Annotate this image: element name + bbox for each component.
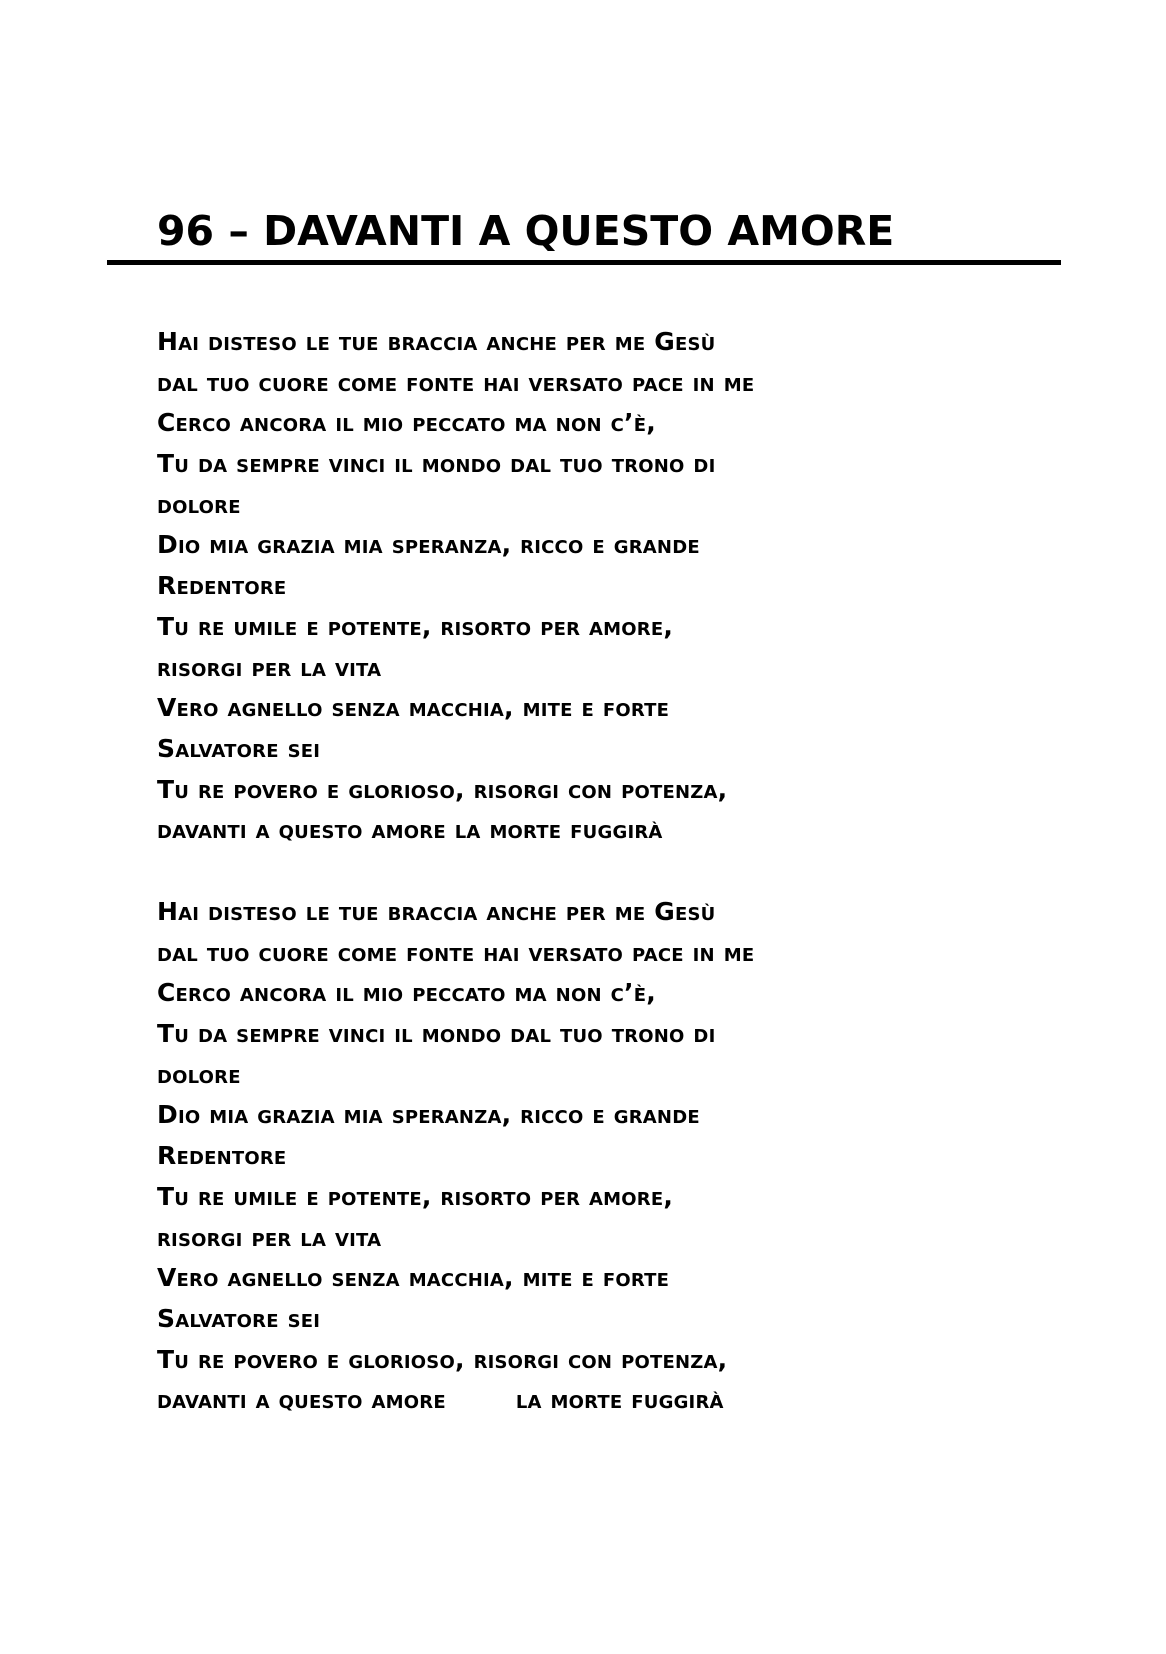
lyric-line: Tu da sempre vinci il mondo dal tuo trono di: [157, 449, 716, 479]
lyric-line: Redentore: [157, 571, 287, 601]
lyric-line: Tu re umile e potente, risorto per amore,: [157, 1181, 674, 1211]
title-divider: [107, 260, 1061, 265]
lyric-line: Tu da sempre vinci il mondo dal tuo trono di: [157, 1019, 716, 1049]
lyric-line: dolore: [157, 489, 241, 519]
lyric-line: Cerco ancora il mio peccato ma non c’è,: [157, 978, 656, 1008]
lyric-line-final: [157, 1380, 1037, 1421]
stanza-1: [157, 322, 1037, 851]
lyric-line: Hai disteso le tue braccia anche per me Gesù: [157, 327, 716, 356]
lyric-segment: la morte fuggirà: [515, 1385, 724, 1415]
lyric-line: Dio mia grazia mia speranza, ricco e grande: [157, 530, 700, 560]
lyric-line: Cerco ancora il mio peccato ma non c’è,: [157, 408, 656, 438]
lyric-line: Tu re povero e glorioso, risorgi con potenza,: [157, 1344, 728, 1374]
lyric-line: Salvatore sei: [157, 733, 321, 763]
lyric-line: risorgi per la vita: [157, 1222, 382, 1252]
lyric-line: davanti a questo amore la morte fuggirà: [157, 815, 663, 845]
lyric-line: Vero agnello senza macchia, mite e forte: [157, 1263, 670, 1293]
lyric-line: Tu re povero e glorioso, risorgi con potenza,: [157, 774, 728, 804]
lyric-line: dal tuo cuore come fonte hai versato pace in me: [157, 367, 755, 397]
page-title: 96 – DAVANTI A QUESTO AMORE: [157, 207, 895, 255]
lyric-segment: davanti a questo amore: [157, 1385, 446, 1415]
lyric-line: Salvatore sei: [157, 1303, 321, 1333]
lyric-line: Tu re umile e potente, risorto per amore,: [157, 611, 674, 641]
lyric-line: dolore: [157, 1059, 241, 1089]
lyric-line: Dio mia grazia mia speranza, ricco e grande: [157, 1100, 700, 1130]
lyric-line: risorgi per la vita: [157, 652, 382, 682]
stanza-2: [157, 892, 1037, 1421]
lyric-line: Hai disteso le tue braccia anche per me Gesù: [157, 897, 716, 926]
lyric-line: Vero agnello senza macchia, mite e forte: [157, 693, 670, 723]
lyric-line: dal tuo cuore come fonte hai versato pace in me: [157, 937, 755, 967]
lyric-line: Redentore: [157, 1141, 287, 1171]
